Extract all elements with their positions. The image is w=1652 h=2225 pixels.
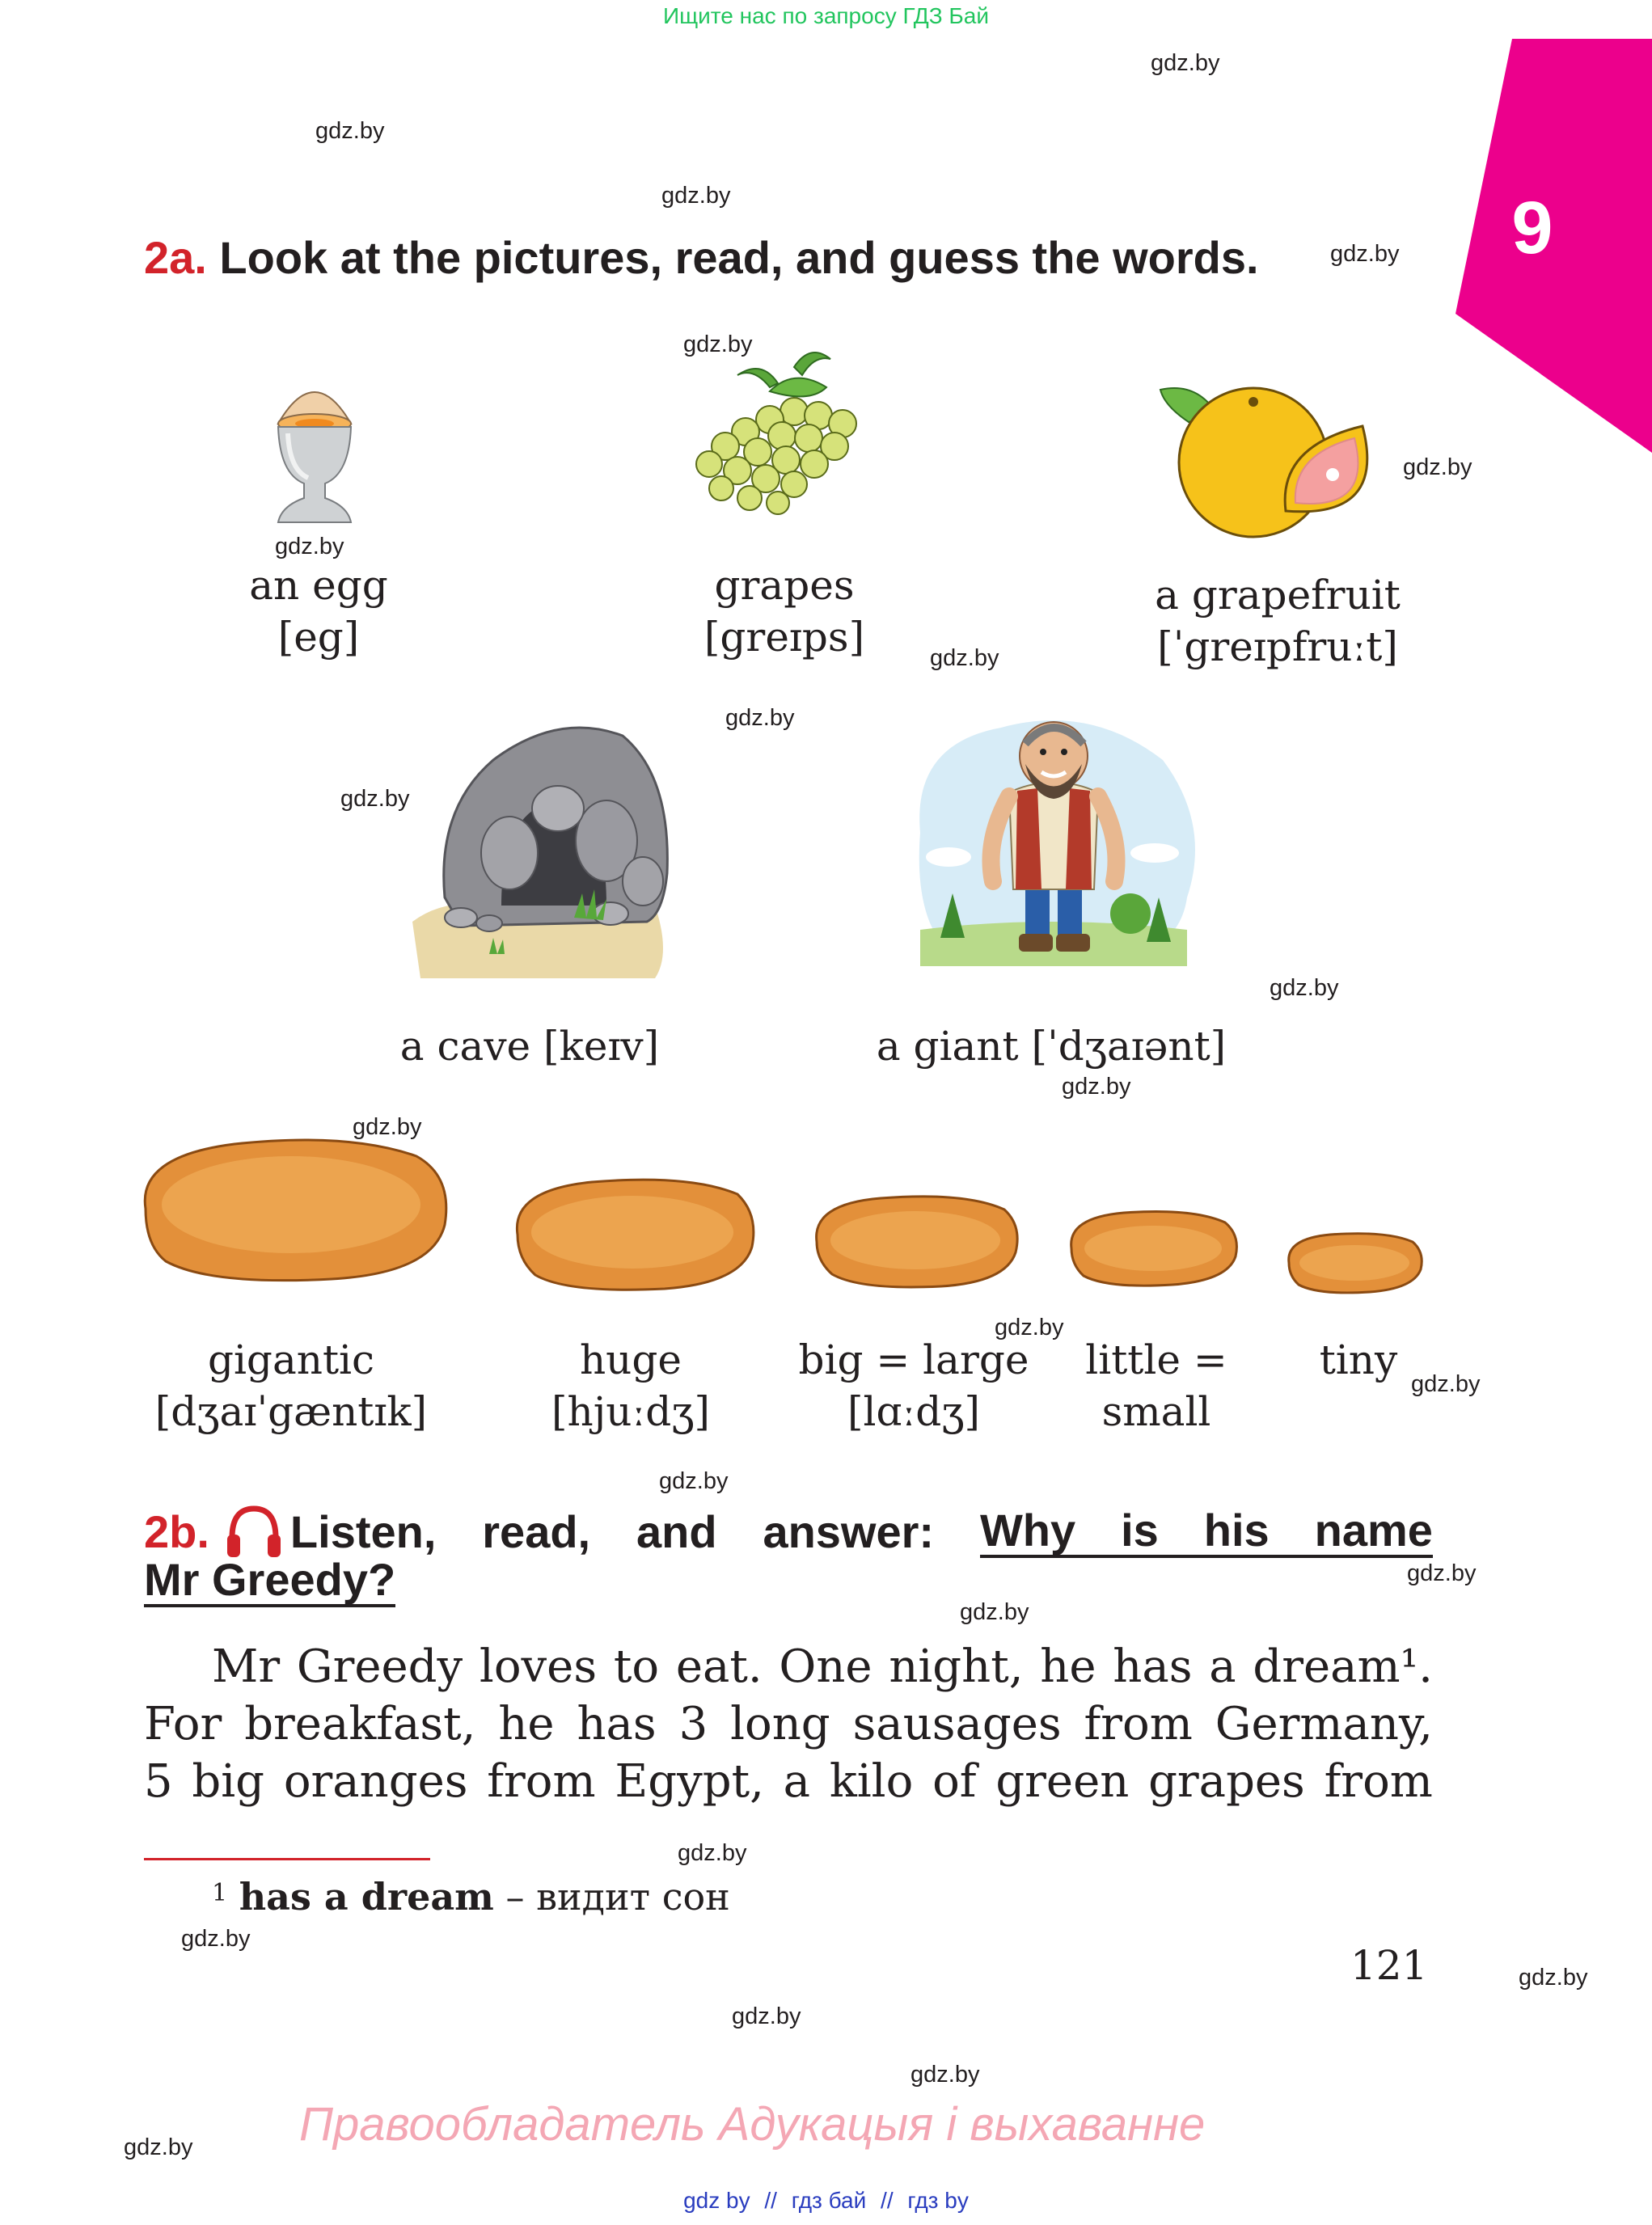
story-word: 3 [678, 1698, 708, 1750]
story-word: green [995, 1755, 1130, 1808]
size-transcription: [lɑːdʒ] [847, 1388, 981, 1435]
story-word: oranges [283, 1755, 468, 1808]
footer-link[interactable]: гдз by [907, 2188, 969, 2213]
size-transcription: [hjuːdʒ] [551, 1388, 710, 1435]
story-word: to [613, 1640, 660, 1693]
heading-word: answer: [763, 1506, 935, 1557]
cave-icon [412, 711, 671, 978]
story-line [144, 1638, 1433, 1695]
watermark: gdz.by [353, 1114, 422, 1140]
story-word: One [779, 1640, 872, 1693]
watermark: gdz.by [1519, 1965, 1588, 1991]
size-word: huge [579, 1336, 682, 1383]
story-word: 5 [144, 1755, 173, 1808]
size-word: big = large [798, 1336, 1029, 1383]
footnote-marker: 1 [212, 1879, 228, 1907]
watermark: gdz.by [340, 786, 410, 812]
story-word: has [1113, 1640, 1193, 1693]
watermark: gdz.by [1407, 1560, 1477, 1586]
task-number: 2b. [144, 1506, 209, 1557]
story-word: from [487, 1755, 596, 1808]
watermark: gdz.by [1270, 975, 1339, 1001]
story-word: Germany, [1215, 1698, 1433, 1750]
watermark: gdz.by [911, 2062, 980, 2088]
watermark: gdz.by [732, 2003, 801, 2029]
watermark: gdz.by [659, 1468, 729, 1494]
copyright-text: Правообладатель Адукацыя і выхаванне [299, 2098, 1206, 2151]
story-word: breakfast, [244, 1698, 476, 1750]
vocab-transcription: [eg] [277, 614, 360, 661]
vocab-transcription: [ˈgreɪpfruːt] [1157, 623, 1398, 670]
story-word: a [783, 1755, 811, 1808]
footer-links [0, 2188, 1652, 2214]
size-word-continued: small [1101, 1388, 1211, 1435]
footnote-divider [144, 1858, 430, 1860]
size-word: tiny [1319, 1336, 1398, 1383]
story-word: has [577, 1698, 657, 1750]
footnote [212, 1872, 730, 1921]
watermark: gdz.by [678, 1840, 747, 1866]
watermark: gdz.by [995, 1315, 1064, 1340]
watermark: gdz.by [930, 645, 999, 671]
watermark: gdz.by [1151, 50, 1220, 76]
watermark: gdz.by [315, 118, 385, 144]
unit-number: 9 [1511, 187, 1553, 269]
watermark: gdz.by [1411, 1371, 1481, 1397]
story-word: he [498, 1698, 555, 1750]
watermark: gdz.by [181, 1926, 251, 1952]
watermark: gdz.by [683, 331, 753, 357]
grapefruit-icon [1156, 374, 1391, 543]
task-number: 2a. [144, 232, 207, 283]
story-word: eat. [675, 1640, 763, 1693]
heading-word: Listen, [289, 1506, 437, 1557]
story-word: night, [889, 1640, 1024, 1693]
size-word: gigantic [207, 1336, 375, 1383]
story-word: Greedy [296, 1640, 463, 1693]
story-word: from [1084, 1698, 1193, 1750]
heading-word: and [636, 1506, 717, 1557]
story-word: long [730, 1698, 830, 1750]
footnote-translation: видит сон [536, 1875, 730, 1919]
egg-in-cup-icon [264, 377, 365, 527]
vocab-word: grapes [714, 562, 855, 609]
story-line [144, 1695, 1433, 1753]
page-number: 121 [1350, 1942, 1428, 1989]
question-word: name [1314, 1505, 1433, 1556]
footer-separator: // [881, 2188, 894, 2213]
footer-separator: // [764, 2188, 777, 2213]
vocab-caption: a giant [ˈdʒaɪənt] [876, 1023, 1227, 1070]
story-word: a [1209, 1640, 1236, 1693]
footnote-dash: – [505, 1875, 525, 1919]
watermark: gdz.by [725, 705, 795, 731]
heading-word: read, [482, 1506, 591, 1557]
watermark: gdz.by [1330, 241, 1400, 267]
giant-icon [904, 695, 1203, 970]
question-word: his [1203, 1505, 1270, 1556]
question-word: is [1121, 1505, 1159, 1556]
story-word: Egypt, [615, 1755, 764, 1808]
story-word: For [144, 1698, 222, 1750]
story-word: big [192, 1755, 265, 1808]
story-word: sausages [852, 1698, 1062, 1750]
grapes-icon [689, 343, 875, 529]
watermark: gdz.by [275, 534, 344, 559]
top-banner[interactable]: Ищите нас по запросу ГДЗ Бай [662, 3, 990, 28]
story-word: grapes [1148, 1755, 1305, 1808]
story-line [144, 1753, 1433, 1810]
story-word: kilo [829, 1755, 914, 1808]
story-word: loves [479, 1640, 598, 1693]
watermark: gdz.by [960, 1599, 1029, 1625]
size-transcription: [dʒaɪˈgæntɪk] [154, 1388, 428, 1435]
footnote-term: has a dream [239, 1875, 494, 1919]
pancake-gigantic-icon [137, 1132, 453, 1286]
task-2a-heading [144, 231, 1259, 284]
headphones-icon [224, 1502, 284, 1562]
question-word: Why [979, 1505, 1076, 1556]
story-word: from [1324, 1755, 1433, 1808]
watermark: gdz.by [124, 2134, 193, 2160]
story-word: dream¹. [1253, 1640, 1433, 1693]
story-word: Mr [212, 1640, 281, 1693]
vocab-word: a grapefruit [1155, 572, 1401, 619]
pancake-tiny-icon [1286, 1231, 1425, 1295]
footer-link[interactable]: гдз бай [791, 2188, 867, 2213]
story-word: he [1040, 1640, 1096, 1693]
question-underlined [980, 1506, 1433, 1558]
vocab-word: an egg [249, 562, 388, 609]
vocab-caption: a cave [keɪv] [399, 1023, 660, 1070]
footer-link[interactable]: gdz by [683, 2188, 750, 2213]
pancake-huge-icon [511, 1174, 758, 1294]
vocab-transcription: [greɪps] [703, 614, 865, 661]
task-instruction: Look at the pictures, read, and guess the words. [219, 232, 1259, 283]
pancake-big-icon [812, 1192, 1022, 1290]
watermark: gdz.by [1062, 1074, 1131, 1100]
pancake-little-icon [1067, 1208, 1240, 1289]
story-word: of [932, 1755, 977, 1808]
question-line-2: Mr Greedy? [144, 1556, 395, 1607]
task-2b-heading [144, 1502, 1433, 1562]
size-word: little = [1085, 1336, 1227, 1383]
story-text [144, 1638, 1433, 1810]
watermark: gdz.by [1403, 454, 1472, 480]
watermark: gdz.by [661, 183, 731, 209]
